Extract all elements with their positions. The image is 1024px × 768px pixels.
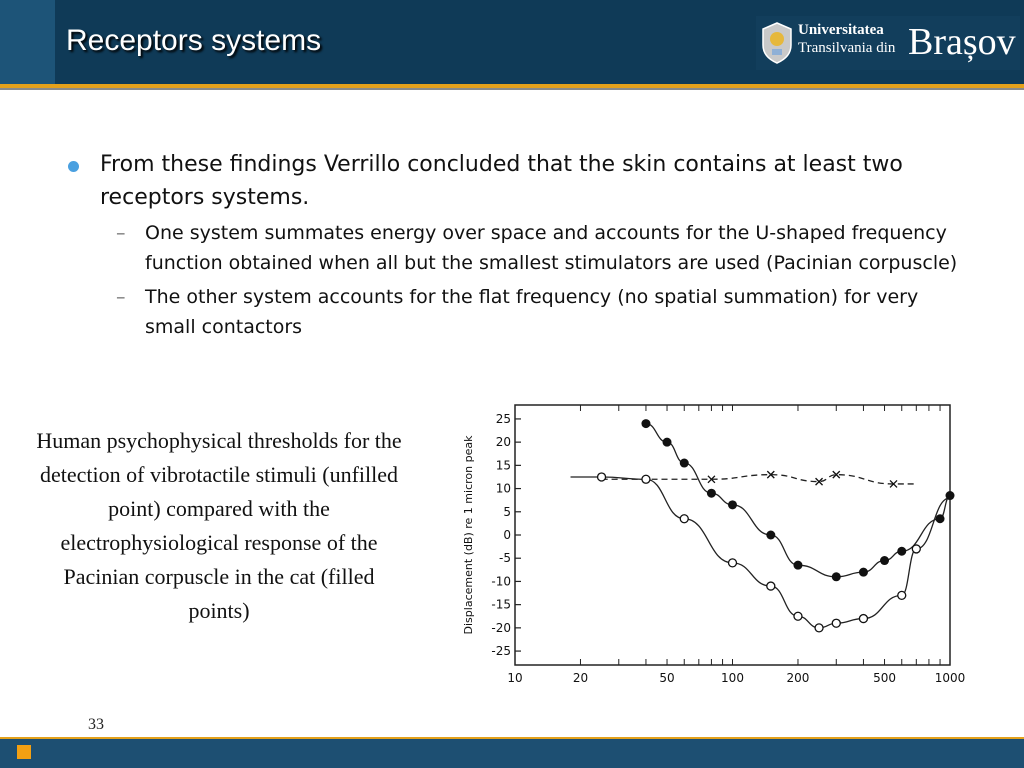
x-tick-label: 10 bbox=[507, 671, 523, 685]
data-point bbox=[815, 624, 823, 632]
x-tick-label: 50 bbox=[659, 671, 675, 685]
subbullet-text: One system summates energy over space and accounts for the U-shaped frequency function obtained when all but the smallest stimulators are used (Pacinian corpuscle) bbox=[145, 222, 958, 274]
bullet-text: From these findings Verrillo concluded that the skin contains at least two receptors systems. bbox=[100, 152, 903, 210]
data-point bbox=[898, 591, 906, 599]
header-accent-block bbox=[0, 0, 55, 84]
university-crest-icon bbox=[760, 21, 794, 65]
y-tick-label: 5 bbox=[503, 504, 511, 519]
subbullet-text: The other system accounts for the flat frequency (no spatial summation) for very small contactors bbox=[145, 286, 919, 338]
header-shadow-line bbox=[0, 88, 1024, 90]
data-point bbox=[729, 559, 737, 567]
data-point bbox=[832, 619, 840, 627]
data-point bbox=[642, 475, 650, 483]
y-tick-label: -15 bbox=[491, 597, 511, 612]
threshold-chart bbox=[455, 400, 970, 694]
data-point bbox=[598, 473, 606, 481]
data-point bbox=[859, 568, 868, 577]
data-point bbox=[767, 582, 775, 590]
data-point bbox=[663, 438, 672, 447]
data-point bbox=[707, 489, 716, 498]
bullet-dot-icon bbox=[68, 161, 79, 172]
y-tick-label: -5 bbox=[499, 551, 511, 566]
data-point bbox=[794, 612, 802, 620]
logo-city: Brașov bbox=[908, 21, 1016, 63]
data-point bbox=[897, 547, 906, 556]
data-point bbox=[641, 419, 650, 428]
x-tick-label: 1000 bbox=[934, 671, 966, 685]
data-point bbox=[766, 531, 775, 540]
y-tick-label: 15 bbox=[495, 458, 511, 473]
x-tick-label: 200 bbox=[786, 671, 810, 685]
y-axis-label: Displacement (dB) re 1 micron peak bbox=[462, 435, 475, 635]
subbullet-item bbox=[62, 282, 962, 342]
figure-caption: Human psychophysical thresholds for the detection of vibrotactile stimuli (unfilled point) compared with the electrophysiological response of the Pacinian corpuscle in the cat (filled points) bbox=[36, 428, 402, 623]
x-tick-label: 500 bbox=[873, 671, 896, 685]
y-tick-label: -10 bbox=[491, 574, 511, 589]
dash-icon: – bbox=[116, 222, 126, 244]
y-tick-label: -25 bbox=[491, 644, 511, 659]
data-point bbox=[912, 545, 920, 553]
slide-content bbox=[62, 148, 962, 342]
y-tick-label: 0 bbox=[503, 528, 511, 542]
data-point bbox=[832, 572, 841, 581]
dash-icon: – bbox=[116, 286, 126, 308]
page-number: 33 bbox=[88, 716, 104, 733]
x-tick-label: 20 bbox=[572, 671, 589, 685]
data-point bbox=[936, 514, 945, 523]
data-point bbox=[728, 500, 737, 509]
chart-svg bbox=[455, 400, 970, 690]
plot-frame bbox=[515, 405, 950, 665]
footer-bar bbox=[0, 739, 1024, 768]
university-logo bbox=[756, 16, 1020, 70]
y-tick-label: 25 bbox=[495, 411, 511, 426]
data-point bbox=[859, 615, 867, 623]
series-curve bbox=[571, 477, 950, 628]
data-point bbox=[880, 556, 889, 565]
y-tick-label: 20 bbox=[495, 435, 511, 450]
data-point bbox=[680, 515, 688, 523]
y-tick-label: 10 bbox=[495, 481, 511, 496]
slide-title: Receptors systems bbox=[66, 24, 322, 57]
footer-square-icon bbox=[17, 745, 31, 759]
logo-line-2: Transilvania din bbox=[798, 40, 896, 56]
x-tick-label: 100 bbox=[721, 671, 744, 685]
bullet-item bbox=[62, 148, 962, 214]
data-point bbox=[680, 459, 689, 468]
y-tick-label: -20 bbox=[491, 620, 511, 635]
subbullet-item bbox=[62, 218, 962, 278]
data-point bbox=[946, 491, 955, 500]
data-point bbox=[793, 561, 802, 570]
logo-line-1: Universitatea bbox=[798, 22, 884, 38]
